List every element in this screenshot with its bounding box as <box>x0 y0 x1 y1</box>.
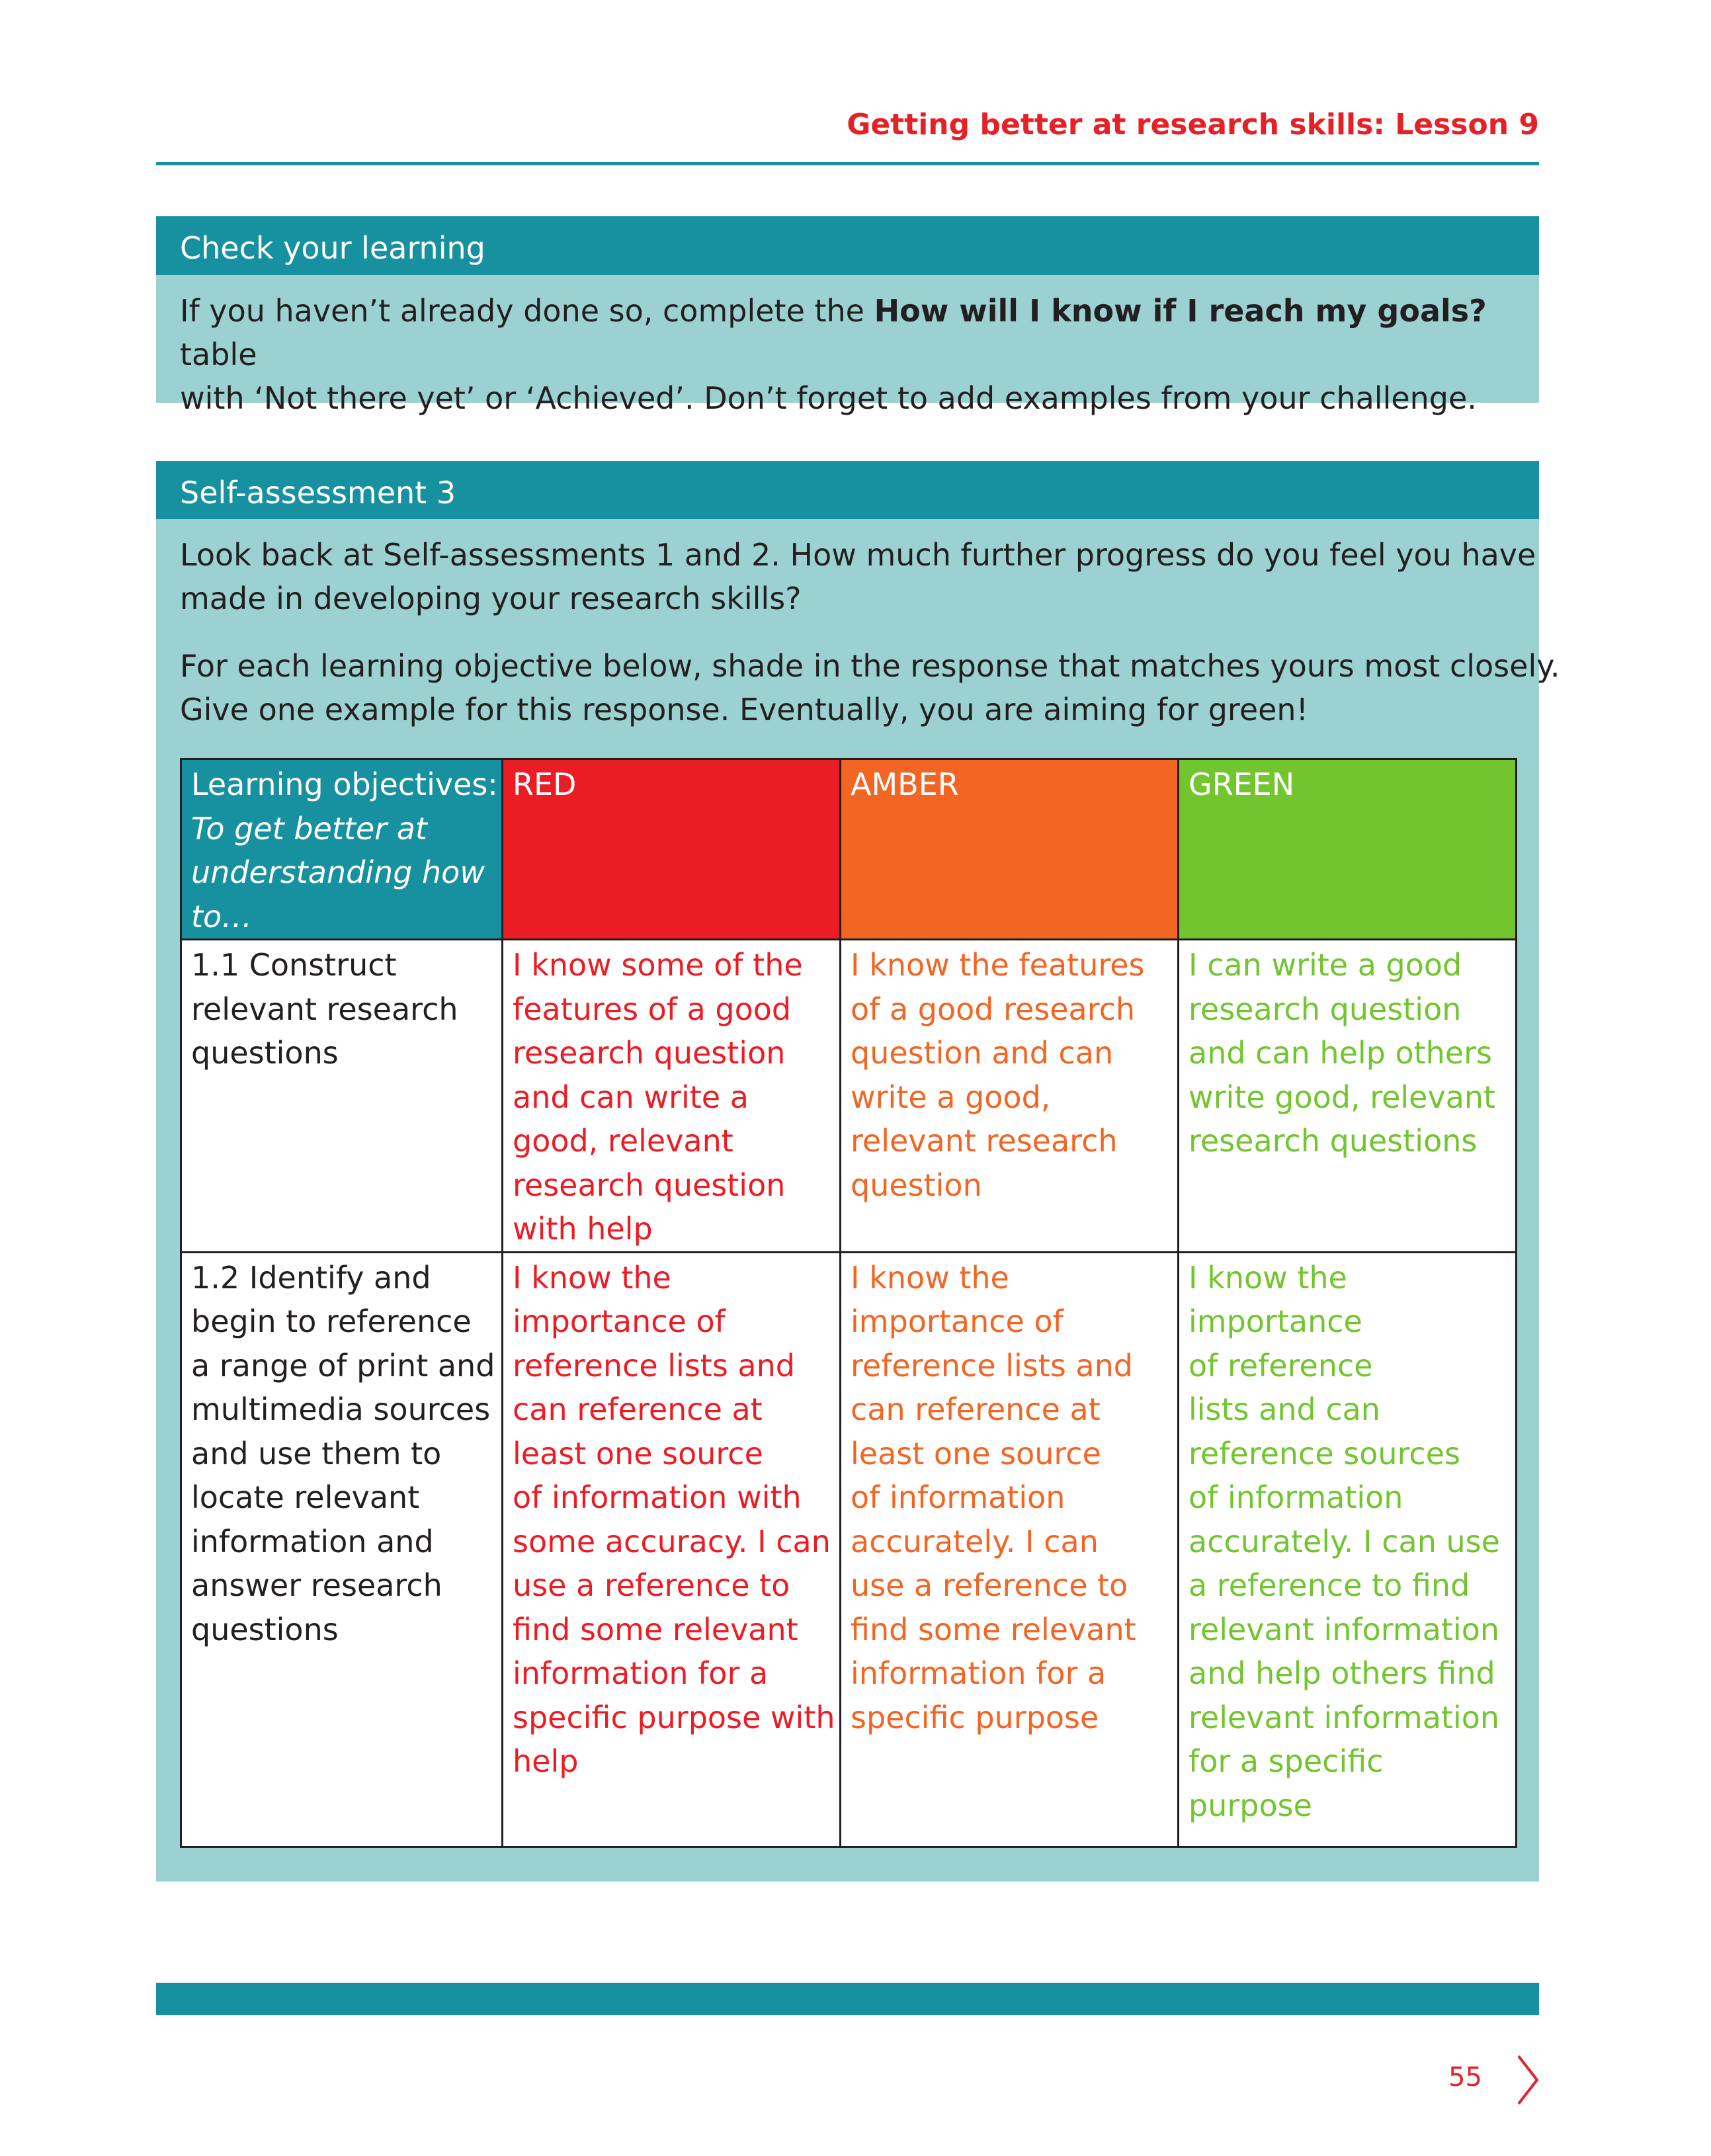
objective-line: a range of print and <box>191 1347 495 1384</box>
response-line: question and can <box>851 1035 1114 1071</box>
response-line: research question <box>1189 991 1462 1027</box>
rubric-header-row <box>181 759 1517 940</box>
response-line: of information <box>851 1479 1065 1515</box>
response-line: find some relevant <box>851 1611 1136 1647</box>
response-line: question <box>851 1167 982 1203</box>
red-response-cell[interactable] <box>503 940 841 1253</box>
objective-line: locate relevant <box>191 1479 420 1515</box>
running-title: Getting better at research skills: Lesson 9 <box>847 108 1539 142</box>
check-your-learning-title: Check your learning <box>156 216 1539 275</box>
instructions-line: For each learning objective below, shade in the response that matches yours most closely. <box>180 648 1560 684</box>
objective-line: 1.2 Identify and <box>191 1259 431 1296</box>
header-red[interactable] <box>503 759 841 940</box>
response-line: relevant information <box>1189 1611 1499 1647</box>
self-assessment-box <box>156 461 1560 1882</box>
response-line: can reference at <box>513 1391 763 1427</box>
response-line: I know the <box>851 1259 1009 1296</box>
response-line: reference sources <box>1189 1435 1460 1472</box>
objectives-sub-line: To get better at <box>191 810 427 847</box>
response-line: of a good research <box>851 991 1136 1027</box>
response-line: lists and can <box>1189 1391 1380 1427</box>
response-line: information for a <box>851 1655 1106 1691</box>
objective-line: questions <box>191 1035 339 1071</box>
response-line: a reference to find <box>1189 1567 1470 1603</box>
response-line: for a specific <box>1189 1743 1384 1779</box>
objective-line: and use them to <box>191 1435 442 1472</box>
header-amber[interactable] <box>841 759 1179 940</box>
response-line: use a reference to <box>513 1567 790 1603</box>
response-line: I know the <box>1189 1259 1347 1296</box>
objective-line: information and <box>191 1523 434 1559</box>
response-line: reference lists and <box>513 1347 795 1384</box>
response-line: and can write a <box>513 1079 749 1115</box>
header-learning-objectives <box>181 759 503 940</box>
response-line: information for a <box>513 1655 769 1691</box>
response-line: I know some of the <box>513 947 803 983</box>
response-line: and help others find <box>1189 1655 1495 1691</box>
response-line: of reference <box>1189 1347 1373 1384</box>
response-line: with help <box>513 1211 653 1247</box>
amber-label: AMBER <box>851 767 959 802</box>
intro-line: Look back at Self-assessments 1 and 2. How much further progress do you feel you have <box>180 537 1536 573</box>
check-text-bold: How will I know if I reach my goals? <box>874 293 1487 329</box>
response-line: I know the features <box>851 947 1145 983</box>
response-line: can reference at <box>851 1391 1101 1427</box>
self-assessment-instructions <box>180 644 1560 731</box>
objective-cell <box>181 940 503 1253</box>
check-text-line1 <box>180 293 1487 372</box>
objective-line: multimedia sources <box>191 1391 491 1427</box>
instructions-line: Give one example for this response. Eventually, you are aiming for green! <box>180 692 1309 727</box>
green-response-cell[interactable] <box>1179 1252 1517 1846</box>
header-green[interactable] <box>1179 759 1517 940</box>
objective-line: questions <box>191 1611 339 1647</box>
check-text-line2: with ‘Not there yet’ or ‘Achieved’. Don’t forget to add examples from your challenge. <box>180 380 1477 416</box>
page-number: 55 <box>1448 2062 1482 2093</box>
check-text-after: table <box>180 337 257 372</box>
response-line: importance <box>1189 1304 1362 1339</box>
response-line: reference lists and <box>851 1347 1133 1384</box>
response-line: features of a good <box>513 991 792 1027</box>
objective-line: begin to reference <box>191 1304 472 1339</box>
check-your-learning-text <box>180 289 1515 420</box>
response-line: use a reference to <box>851 1567 1128 1603</box>
check-your-learning-box <box>156 216 1539 416</box>
response-line: good, relevant <box>513 1123 733 1159</box>
response-line: accurately. I can <box>851 1523 1099 1559</box>
response-line: relevant information <box>1189 1699 1499 1735</box>
objective-line: relevant research <box>191 991 458 1027</box>
rubric-row-1-2 <box>181 1252 1517 1846</box>
check-text-before: If you haven’t already done so, complete the <box>180 293 874 329</box>
response-line: purpose <box>1189 1787 1312 1823</box>
response-line: least one source <box>513 1435 763 1472</box>
amber-response-cell[interactable] <box>841 1252 1179 1846</box>
response-line: help <box>513 1743 579 1779</box>
objective-line: answer research <box>191 1567 442 1603</box>
response-line: specific purpose with <box>513 1699 835 1735</box>
self-assessment-title: Self-assessment 3 <box>156 461 1539 519</box>
self-assessment-intro <box>180 533 1536 620</box>
objectives-label: Learning objectives: <box>191 767 498 802</box>
response-line: relevant research <box>851 1123 1118 1159</box>
objective-cell <box>181 1252 503 1846</box>
response-line: importance of <box>513 1304 726 1339</box>
green-response-cell[interactable] <box>1179 940 1517 1253</box>
response-line: of information with <box>513 1479 802 1515</box>
red-response-cell[interactable] <box>503 1252 841 1846</box>
response-line: research question <box>513 1167 786 1203</box>
footer-bar <box>156 1983 1539 2015</box>
response-line: research questions <box>1189 1123 1478 1159</box>
objective-line: 1.1 Construct <box>191 947 397 983</box>
response-line: of information <box>1189 1479 1403 1515</box>
response-line: and can help others <box>1189 1035 1492 1071</box>
response-line: I can write a good <box>1189 947 1462 983</box>
response-line: least one source <box>851 1435 1101 1472</box>
objectives-sub-line: to… <box>191 898 253 934</box>
response-line: write a good, <box>851 1079 1051 1115</box>
intro-line: made in developing your research skills? <box>180 581 802 616</box>
rubric-table <box>180 758 1517 1848</box>
response-line: some accuracy. I can <box>513 1523 831 1559</box>
response-line: specific purpose <box>851 1699 1099 1735</box>
response-line: I know the <box>513 1259 671 1296</box>
red-label: RED <box>513 767 577 802</box>
amber-response-cell[interactable] <box>841 940 1179 1253</box>
response-line: importance of <box>851 1304 1064 1339</box>
rubric-row-1-1 <box>181 940 1517 1253</box>
response-line: find some relevant <box>513 1611 798 1647</box>
objectives-sub-line: understanding how <box>191 854 485 890</box>
chevron-right-icon[interactable] <box>1515 2053 1541 2106</box>
header-divider <box>156 162 1539 165</box>
response-line: accurately. I can use <box>1189 1523 1500 1559</box>
green-label: GREEN <box>1189 767 1295 802</box>
response-line: write good, relevant <box>1189 1079 1496 1115</box>
response-line: research question <box>513 1035 786 1071</box>
